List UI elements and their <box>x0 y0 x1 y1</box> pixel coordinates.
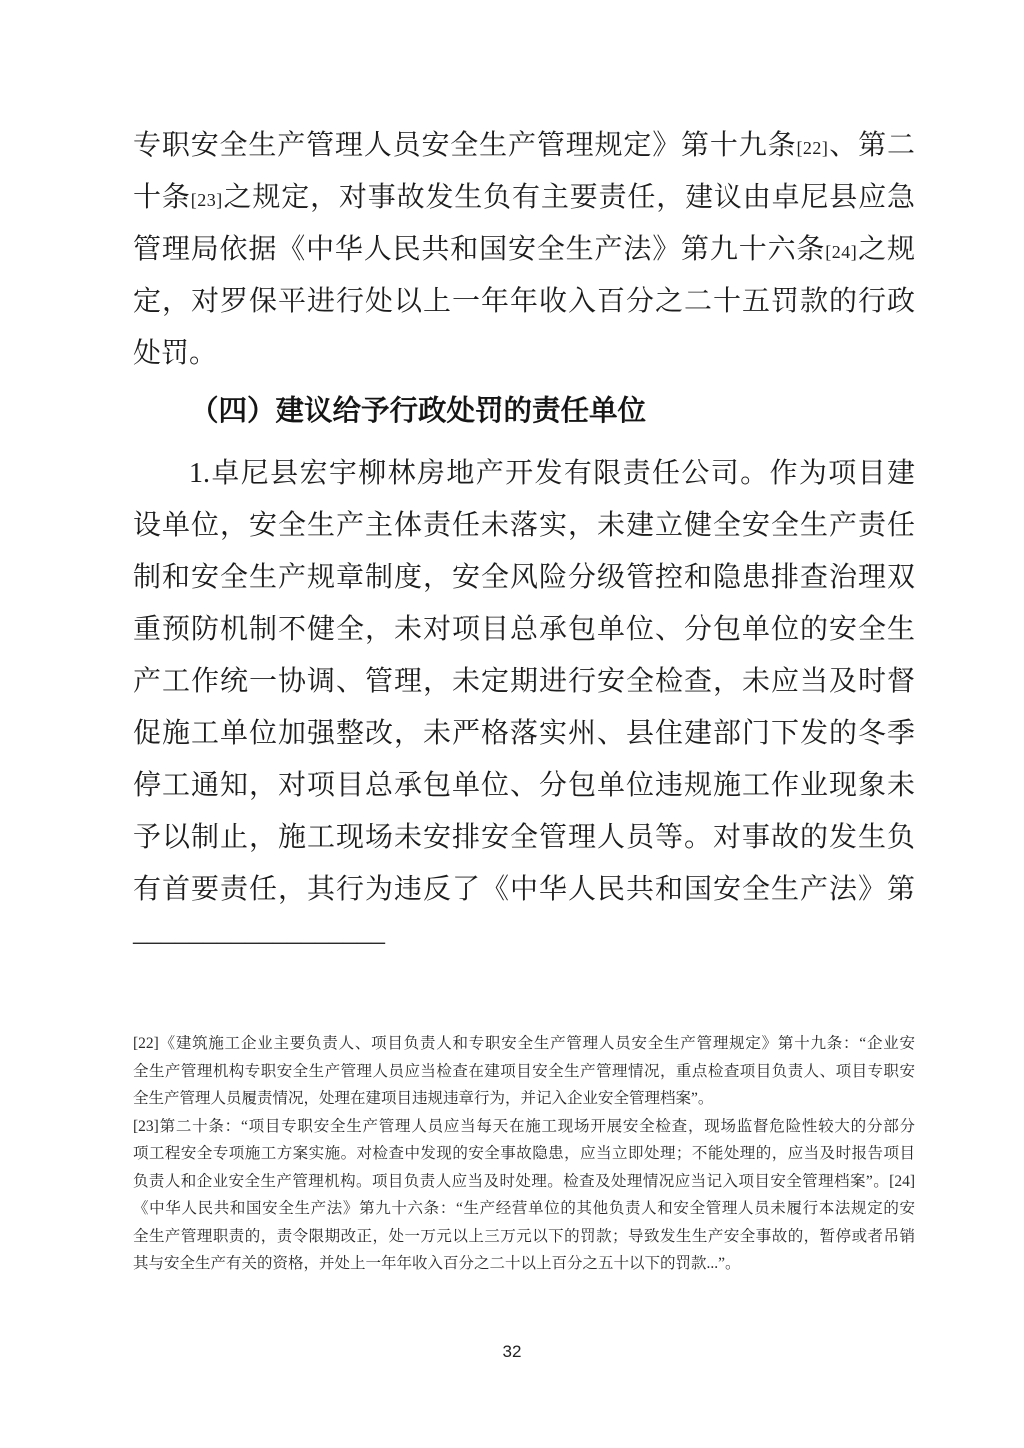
page-number: 32 <box>502 1342 522 1361</box>
footnote-line: 负责人和企业安全生产管理机构。项目负责人应当及时处理。检查及处理情况应当记入项目安全管理档案”。[24] <box>133 1172 915 1190</box>
footnote-ref: [23] <box>190 190 223 210</box>
body-line: 设单位，安全生产主体责任未落实，未建立健全安全生产责任 <box>133 510 915 541</box>
body-line: 促施工单位加强整改，未严格落实州、县住建部门下发的冬季 <box>133 718 915 749</box>
footnote-line: 项工程安全专项施工方案实施。对检查中发现的安全事故隐患，应当立即处理；不能处理的，应当及时报告项目 <box>133 1145 915 1162</box>
body-line: 产工作统一协调、管理，未定期进行安全检查，未应当及时督 <box>133 666 915 697</box>
footnote-line: 《中华人民共和国安全生产法》第九十六条：“生产经营单位的其他负责人和安全管理人员未履行本法规定的安 <box>133 1200 915 1217</box>
body-line: 重预防机制不健全，未对项目总承包单位、分包单位的安全生 <box>133 614 915 645</box>
footnote-line: 全生产管理职责的，责令限期改正，处一万元以上三万元以下的罚款；导致发生生产安全事故的，暂停或者吊销 <box>133 1227 915 1245</box>
footnote-line: [23]第二十条：“项目专职安全生产管理人员应当每天在施工现场开展安全检查，现场监督危险性较大的分部分 <box>133 1117 915 1135</box>
body-line: 停工通知，对项目总承包单位、分包单位违规施工作业现象未 <box>133 770 915 801</box>
footnote-separator: –––––––––––––––––– <box>133 926 385 957</box>
footnote-ref: [22] <box>796 138 829 158</box>
body-line: 十条[23]之规定，对事故发生负有主要责任，建议由卓尼县应急 <box>133 182 915 213</box>
document-body <box>133 120 915 1278</box>
footnote-line: 其与安全生产有关的资格，并处上一年年收入百分之二十以上百分之五十以下的罚款...”。 <box>133 1255 741 1272</box>
body-line: 处罚。 <box>133 338 218 369</box>
body-line: 制和安全生产规章制度，安全风险分级管控和隐患排查治理双 <box>133 562 915 593</box>
body-line: 有首要责任，其行为违反了《中华人民共和国安全生产法》第 <box>133 874 915 905</box>
footnotes <box>133 1030 915 1278</box>
body-line: 定，对罗保平进行处以上一年年收入百分之二十五罚款的行政 <box>133 286 915 317</box>
body-line: 管理局依据《中华人民共和国安全生产法》第九十六条[24]之规 <box>133 234 915 265</box>
body-line: 予以制止，施工现场未安排安全管理人员等。对事故的发生负 <box>133 822 915 853</box>
footnote-ref: [24] <box>825 242 858 262</box>
body-line: 1.卓尼县宏宇柳林房地产开发有限责任公司。作为项目建 <box>189 458 915 489</box>
body-line: 专职安全生产管理人员安全生产管理规定》第十九条[22]、第二 <box>133 130 915 161</box>
footnote-line: 全生产管理机构专职安全生产管理人员应当检查在建项目安全生产管理情况，重点检查项目负责人、项目专职安 <box>133 1062 915 1080</box>
footnote-line: [22]《建筑施工企业主要负责人、项目负责人和专职安全生产管理人员安全生产管理规定》第十九条：“企业安 <box>133 1035 915 1052</box>
section-heading: （四）建议给予行政处罚的责任单位 <box>190 396 647 427</box>
footnote-line: 全生产管理人员履责情况，处理在建项目违规违章行为，并记入企业安全管理档案”。 <box>133 1090 714 1107</box>
